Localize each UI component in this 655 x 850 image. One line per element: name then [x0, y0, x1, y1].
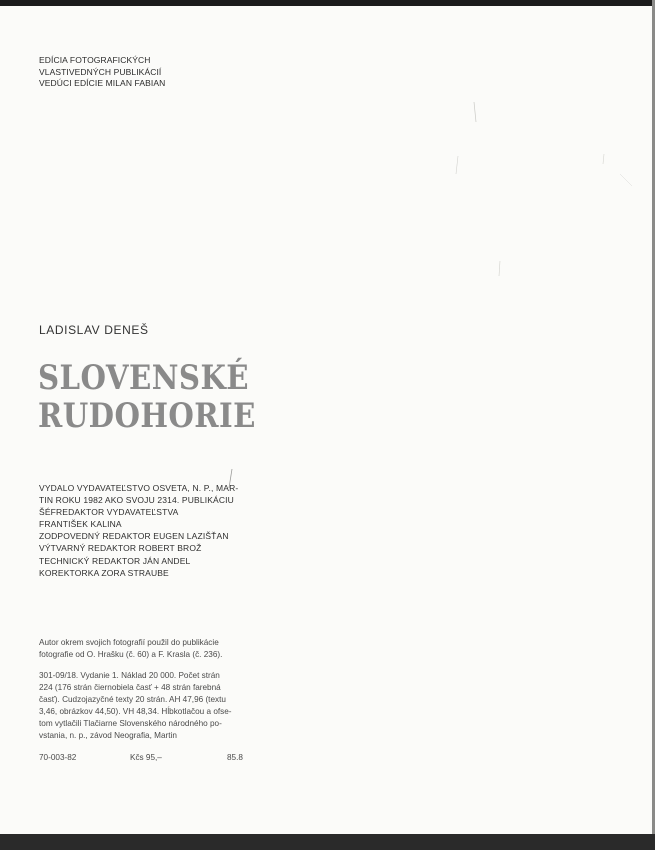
book-title — [38, 359, 256, 435]
credits-line: VYDALO VYDAVATEĽSTVO OSVETA, N. P., MAR- — [39, 483, 239, 493]
pubinfo-line: časť). Cudzojazyčné texty 20 strán. AH 47,96 (textu — [39, 694, 226, 704]
pubinfo-line: vstania, n. p., závod Neografia, Martin — [39, 730, 177, 740]
credits-line: ŠÉFREDAKTOR VYDAVATEĽSTVA — [39, 507, 179, 518]
credits-line: VÝTVARNÝ REDAKTOR ROBERT BROŽ — [39, 543, 202, 554]
scan-border — [0, 834, 655, 850]
series-line: VLASTIVEDNÝCH PUBLIKÁCIÍ — [39, 66, 162, 77]
credits-line: ZODPOVEDNÝ REDAKTOR EUGEN LAZIŠŤAN — [39, 531, 229, 542]
pubinfo-line: 224 (176 strán čiernobiela časť + 48 strán farebná — [39, 682, 221, 692]
title-line-1: SLOVENSKÉ — [38, 358, 250, 398]
author-name: LADISLAV DENEŠ — [39, 323, 149, 337]
series-line: VEDÚCI EDÍCIE MILAN FABIAN — [39, 78, 166, 88]
pubinfo-line: 301-09/18. Vydanie 1. Náklad 20 000. Počet strán — [39, 671, 220, 680]
publication-info — [39, 670, 232, 741]
series-line: EDÍCIA FOTOGRAFICKÝCH — [39, 55, 151, 65]
credits-line: TIN ROKU 1982 AKO SVOJU 2314. PUBLIKÁCIU — [39, 495, 234, 506]
note-line: fotografie od O. Hrašku (č. 60) a F. Krasla (č. 236). — [39, 649, 223, 659]
credits-line: TECHNICKÝ REDAKTOR JÁN ANDEL — [39, 555, 191, 566]
credits-line: KOREKTORKA ZORA STRAUBE — [39, 567, 169, 578]
credits-block — [39, 482, 249, 579]
price: Kčs 95,– — [130, 753, 162, 762]
book-page — [0, 6, 652, 834]
series-info — [39, 55, 165, 90]
photo-note — [39, 637, 222, 661]
title-line-2: RUDOHORIE — [38, 396, 256, 436]
pubinfo-line: 3,46, obrázkov 44,50). VH 48,34. Hĺbkotlačou a ofse- — [39, 706, 232, 716]
print-number: 85.8 — [227, 753, 243, 762]
credits-line: FRANTIŠEK KALINA — [39, 519, 122, 530]
catalog-code: 70-003-82 — [39, 753, 77, 762]
note-line: Autor okrem svojich fotografií použil do publikácie — [39, 638, 219, 647]
pubinfo-line: tom vytlačili Tlačiarne Slovenského národného po- — [39, 718, 222, 728]
